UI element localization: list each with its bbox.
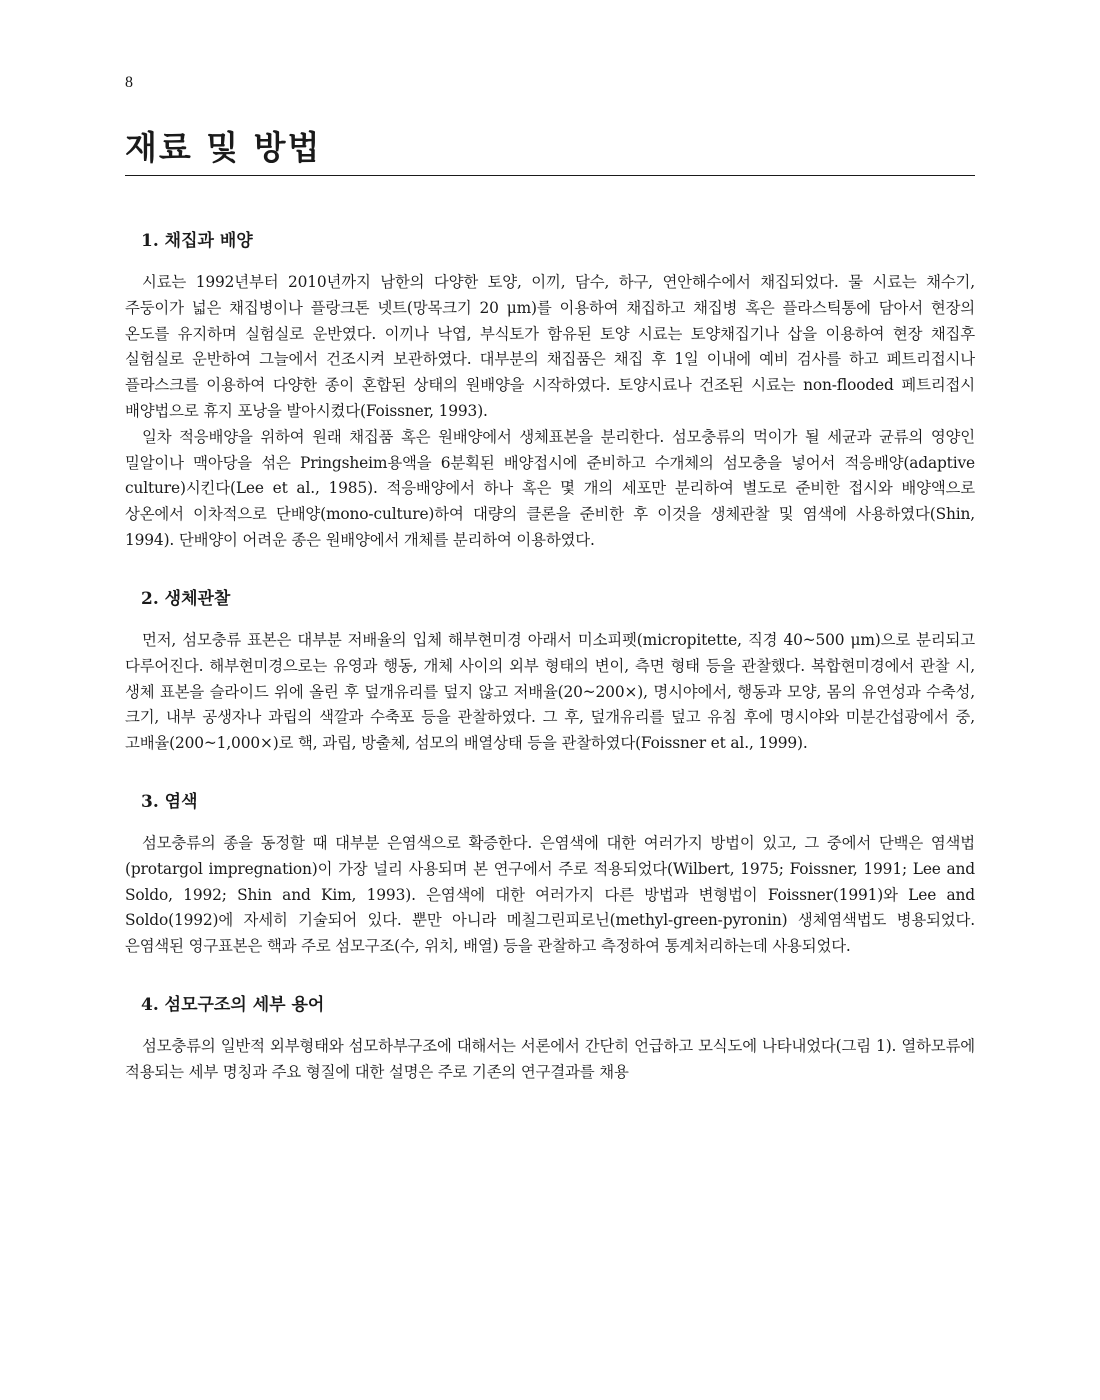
body-paragraph: 일차 적응배양을 위하여 원래 채집품 혹은 원배양에서 생체표본을 분리한다. 섬모충류의 먹이가 될 세균과 균류의 영양인 밀알이나 맥아당을 섞은 Pringsheim용액을 6분획된 배양접시에 준비하고 수개체의 섬모충을 넣어서 적응배양(adaptive culture)시킨다(Lee et al., 1985). 적응배양에서 하나 혹은 몇 개의 세포만 분리하여 별도로 준비한 접시와 배양액으로 상온에서 이차적으로 단배양(mono-culture)하여 대량의 클론을 준비한 후 이것을 생체관찰 및 염색에 사용하였다(Shin, 1994). 단배양이 어려운 종은 원배양에서 개체를 분리하여 이용하였다.	[125, 427, 975, 550]
section-terminology	[125, 994, 975, 1086]
body-paragraph: 섬모충류의 일반적 외부형태와 섬모하부구조에 대해서는 서론에서 간단히 언급하고 모식도에 나타내었다(그림 1). 열하모류에 적용되는 세부 명칭과 주요 형질에 대한 설명은 주로 기존의 연구결과를 채용	[125, 1037, 975, 1081]
body-paragraph: 섬모충류의 종을 동정할 때 대부분 은염색으로 확증한다. 은염색에 대한 여러가지 방법이 있고, 그 중에서 단백은 염색법(protargol impregnation)이 가장 널리 사용되며 본 연구에서 주로 적용되었다(Wilbert, 1975; Foissner, 1991; Lee and Soldo, 1992; Shin and Kim, 1993). 은염색에 대한 여러가지 다른 방법과 변형법이 Foissner(1991)와 Lee and Soldo(1992)에 자세히 기술되어 있다. 뿐만 아니라 메칠그린피로닌(methyl-green-pyronin) 생체염색법도 병용되었다. 은염색된 영구표본은 핵과 주로 섬모구조(수, 위치, 배열) 등을 관찰하고 측정하여 통계처리하는데 사용되었다.	[125, 834, 975, 956]
page-number: 8	[125, 74, 133, 91]
section-heading: 3. 염색	[141, 791, 198, 812]
title-rule	[125, 175, 975, 176]
section-staining	[125, 791, 975, 960]
section-heading: 2. 생체관찰	[141, 588, 231, 609]
section-heading: 1. 채집과 배양	[141, 231, 253, 251]
body-paragraph: 시료는 1992년부터 2010년까지 남한의 다양한 토양, 이끼, 담수, 하구, 연안해수에서 채집되었다. 물 시료는 채수기, 주둥이가 넓은 채집병이나 플랑크톤 넷트(망목크기 20 μm)를 이용하여 채집하고 채집병 혹은 플라스틱통에 담아서 현장의 온도를 유지하며 실험실로 운반였다. 이끼나 낙엽, 부식토가 함유된 토양 시료는 토양채집기나 삽을 이용하여 현장 채집후 실험실로 운반하여 그늘에서 건조시켜 보관하였다. 대부분의 채집품은 채집 후 1일 이내에 예비 검사를 하고 페트리접시나 플라스크를 이용하여 다양한 종이 혼합된 상태의 원배양을 시작하였다. 토양시료나 건조된 시료는 non-flooded 페트리접시 배양법으로 휴지 포낭을 발아시켰다(Foissner, 1993).	[125, 273, 975, 421]
body-paragraph: 먼저, 섬모충류 표본은 대부분 저배율의 입체 해부현미경 아래서 미소피펫(micropitette, 직경 40~500 μm)으로 분리되고 다루어진다. 해부현미경으로는 유영과 행동, 개체 사이의 외부 형태의 변이, 측면 형태 등을 관찰했다. 복합현미경에서 관찰 시, 생체 표본을 슬라이드 위에 올린 후 덮개유리를 덮지 않고 저배율(20~200×), 명시야에서, 행동과 모양, 몸의 유연성과 수축성, 크기, 내부 공생자나 과립의 색깔과 수축포 등을 관찰하였다. 그 후, 덮개유리를 덮고 유침 후에 명시야와 미분간섭광에서 중, 고배율(200~1,000×)로 핵, 과립, 방출체, 섬모의 배열상태 등을 관찰하였다(Foissner et al., 1999).	[125, 630, 975, 753]
section-live-observation	[125, 588, 975, 757]
section-heading: 4. 섬모구조의 세부 용어	[141, 995, 325, 1016]
section-collection-culture	[125, 230, 975, 554]
document-body	[125, 230, 975, 1120]
chapter-title: 재료 및 방법	[125, 128, 322, 167]
